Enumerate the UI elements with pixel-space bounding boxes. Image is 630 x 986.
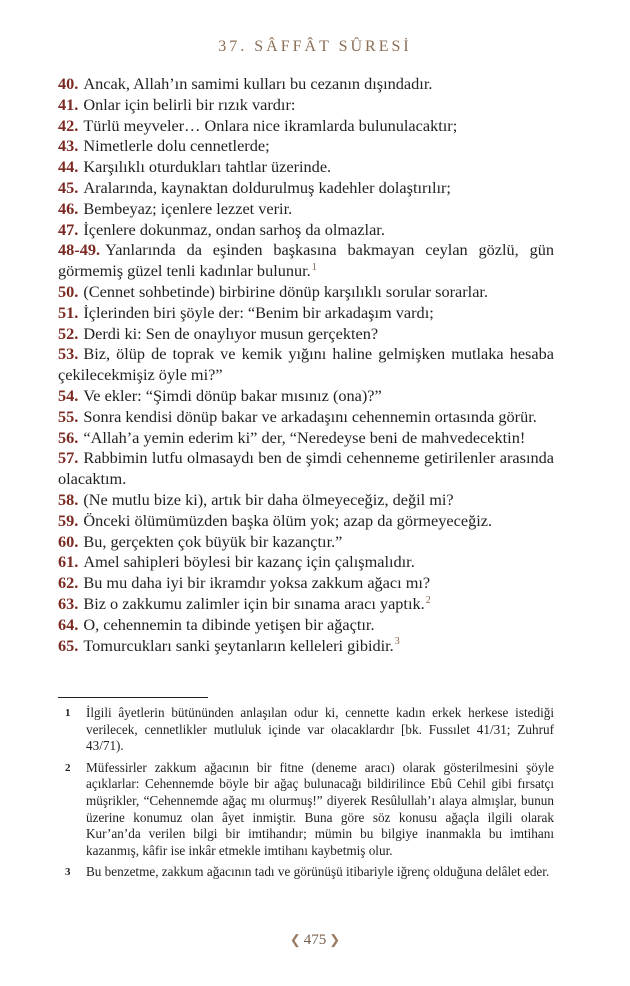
verse-number: 65. [58,635,79,655]
left-ornament-icon: ❮ [289,932,301,947]
verse-text: Önceki ölümümüzden başka ölüm yok; azap da görmeyeceğiz. [83,510,493,530]
verse-text: Aralarında, kaynaktan doldurulmuş kadehler dolaştırılır; [83,177,451,197]
verse-number: 55. [58,406,79,426]
verse-number: 47. [58,219,79,239]
verse-number: 58. [58,489,79,509]
verse-number: 59. [58,510,79,530]
verse-number: 61. [58,552,79,572]
verse [58,178,554,199]
verse [58,552,554,573]
footnote-text: Müfessirler zakkum ağacının bir fitne (deneme aracı) olarak gösterilmesini şöyle açıklarlar: Cehennemde böyle bir ağaç bulunacağı bildirilince Ebû Cehil gibi fırsatçı müşrikler, “Cehennemde ağaç mı olurmuş!” diyerek Resûlullah’ı alaya almışlar, bunun üzerine konumuz olan âyet inmiştir. Buna göre söz konusu ağaçla ilgili olarak Kur’an’da verilen bilgi bir imtihandır; mümin bu bilgiye inanmakla bu imtihanı kazanmış, kâfir ise inkâr etmekle imtihanı kaybetmiş olur. [86,759,554,858]
verse-text: Karşılıklı oturdukları tahtlar üzerinde. [83,157,332,177]
verse [58,407,554,428]
verse [58,448,554,490]
verse-number: 44. [58,157,79,177]
verse-text: Bu mu daha iyi bir ikramdır yoksa zakkum ağacı mı? [83,573,431,593]
verse-text: “Allah’a yemin ederim ki” der, “Neredeyse beni de mahvedecektin! [83,427,526,447]
verse-number: 53. [58,344,79,364]
footnote-separator [58,697,208,698]
verse-text: Amel sahipleri böylesi bir kazanç için çalışmalıdır. [83,552,415,572]
verse-text: Bembeyaz; içenlere lezzet verir. [83,198,293,218]
verse-text: Ancak, Allah’ın samimi kulları bu cezanın dışındadır. [83,74,433,93]
verse [58,240,554,282]
verse [58,74,554,95]
verse [58,324,554,345]
verse [58,573,554,594]
verse-text: (Cennet sohbetinde) birbirine dönüp karşılıklı sorular sorarlar. [83,281,489,301]
footnote [58,864,554,881]
verse-number: 54. [58,385,79,405]
verse-number: 42. [58,115,79,135]
verse-number: 64. [58,614,79,634]
verse [58,157,554,178]
verse-number: 51. [58,302,79,322]
verse-number: 57. [58,448,79,468]
footnote-number: 2 [65,761,71,774]
verse-number: 50. [58,281,79,301]
verse-text: Yanlarında da eşinden başkasına bakmayan ceylan gözlü, gün görmemiş güzel tenli kadınlar bulunur. [58,240,554,281]
verse-number: 56. [58,427,79,447]
verse-text: İçlerinden biri şöyle der: “Benim bir arkadaşım vardı; [83,302,434,322]
verse-text: Biz o zakkumu zalimler için bir sınama aracı yaptık. [83,593,425,613]
verse-text: Onlar için belirli bir rızık vardır: [83,94,296,114]
verse-number: 48-49. [58,240,101,260]
footnote-text: İlgili âyetlerin bütününden anlaşılan odur ki, cennette kadın erkek herkese istediği verilecek, cennetlikler mutluluk içinde var olacaklardır [bk. Fussılet 41/31; Zuhruf 43/71). [86,705,554,754]
verse-text: Türlü meyveler… Onlara nice ikramlarda bulunulacaktır; [83,115,458,135]
verse-text: Biz, ölüp de toprak ve kemik yığını haline gelmişken mutlaka hesaba çekilecekmişiz öyle mi?” [58,344,554,385]
page-number-block [0,932,630,949]
footnote-reference[interactable]: 1 [311,261,317,273]
verse-text: (Ne mutlu bize ki), artık bir daha ölmeyeceğiz, değil mi? [83,489,454,509]
verse-text: İçenlere dokunmaz, ondan sarhoş da olmazlar. [83,219,385,239]
verse [58,615,554,636]
verse [58,220,554,241]
verse [58,594,554,615]
right-ornament-icon: ❯ [329,932,341,947]
verse [58,282,554,303]
verse-text: O, cehennemin ta dibinde yetişen bir ağaçtır. [83,614,375,634]
verse [58,344,554,386]
footnote-reference[interactable]: 2 [425,594,431,606]
verse-number: 63. [58,593,79,613]
verse [58,136,554,157]
running-head: 37. SÂFFÂT SÛRESİ [218,38,412,55]
verse [58,95,554,116]
verse [58,386,554,407]
footnote [58,760,554,860]
verse-text: Rabbimin lutfu olmasaydı ben de şimdi cehenneme getirilenler arasında olacaktım. [58,448,554,489]
verse-number: 52. [58,323,79,343]
verse-number: 40. [58,74,79,93]
footnote-list [58,705,554,886]
verse-number: 45. [58,177,79,197]
verse [58,199,554,220]
verse-text: Sonra kendisi dönüp bakar ve arkadaşını cehennemin ortasında görür. [83,406,537,426]
verse-text: Bu, gerçekten çok büyük bir kazançtır.” [83,531,343,551]
verse [58,303,554,324]
verse-number: 62. [58,573,79,593]
verse-number: 43. [58,136,79,156]
footnote-number: 3 [65,866,71,879]
verse-text: Derdi ki: Sen de onaylıyor musun gerçekten? [83,323,379,343]
verse [58,490,554,511]
verse-number: 60. [58,531,79,551]
verse [58,116,554,137]
verse-text: Tomurcukları sanki şeytanların kelleleri gibidir. [83,635,394,655]
footnote [58,705,554,755]
verse [58,428,554,449]
verse-number: 41. [58,94,79,114]
footnote-text: Bu benzetme, zakkum ağacının tadı ve görünüşü itibariyle iğrenç olduğuna delâlet eder. [86,864,550,880]
verse [58,636,554,657]
verse [58,532,554,553]
verse-list [58,74,554,656]
page-number: 475 [303,932,327,948]
verse-number: 46. [58,198,79,218]
footnote-reference[interactable]: 3 [394,636,400,648]
verse [58,511,554,532]
footnote-number: 1 [65,707,71,719]
verse-text: Nimetlerle dolu cennetlerde; [83,136,270,156]
verse-text: Ve ekler: “Şimdi dönüp bakar mısınız (ona)?” [83,385,382,405]
